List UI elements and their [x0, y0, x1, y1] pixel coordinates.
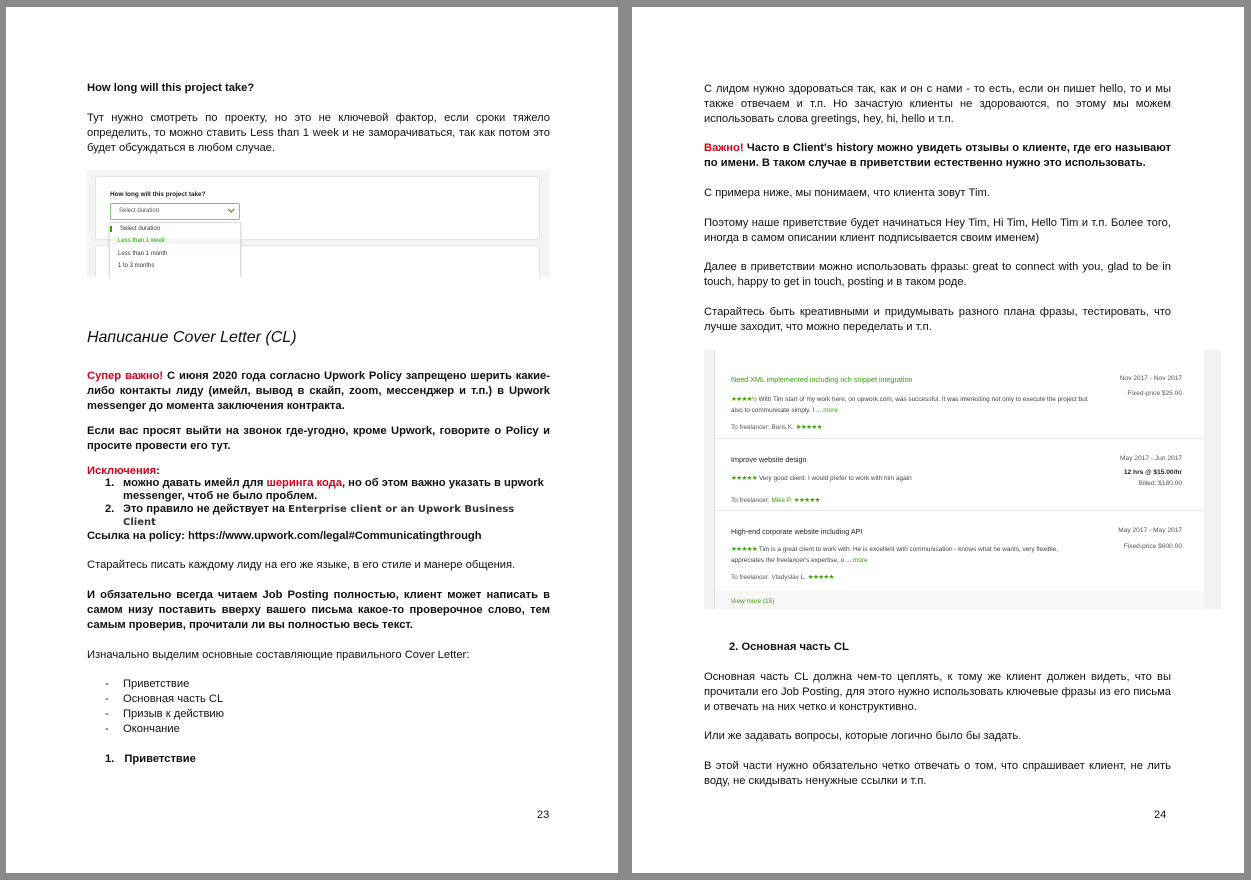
duration-select[interactable]: [110, 203, 240, 220]
feedback-text: With Tim start of my work here, on upwork.com, was successful. It was interesting not only to execute the project but also to communicate simply. I ...: [731, 396, 1088, 414]
call-para: Если вас просят выйти на звонок где-угодно, кроме Upwork, говорите о Policy и просите провести его тут.: [87, 425, 550, 452]
important-text: Часто в Client's history можно увидеть отзывы о клиенте, где его называют по имени. В таком случае в приветствии естественно нужно это использовать.: [704, 142, 1171, 169]
super-important-label: Супер важно!: [87, 370, 164, 382]
para-duration: Тут нужно смотреть по проекту, но это не ключевой фактор, если сроки тяжело определить, то можно ставить Less than 1 week и не заморачиваться, так как потом это будет обсуждаться в любом случае.: [87, 112, 550, 154]
job-entry: [715, 350, 1204, 439]
subheading-title: Основная часть CL: [741, 641, 849, 653]
para-job-posting: И обязательно всегда читаем Job Posting полностью, клиент может написать в самом низу поставить вверху вашего письма какое-то проверочное слово, тем самым проверив, прочитали ли вы полностью весь текст.: [87, 589, 550, 631]
duration-screenshot: [87, 170, 550, 277]
super-important-para: [87, 369, 550, 414]
freelancer-label: To freelancer: Boris K.: [731, 424, 794, 431]
para-example: С примера ниже, мы понимаем, что клиента зовут Tim.: [704, 187, 990, 199]
duration-select-value: Select duration: [119, 208, 160, 214]
exception-text: можно давать имейл для: [123, 477, 267, 489]
dropdown-option[interactable]: Less than 1 week: [110, 238, 240, 244]
dropdown-option[interactable]: 1 to 3 months: [118, 263, 155, 269]
exception-item: [105, 503, 550, 529]
exception-number: 2.: [105, 503, 115, 515]
important-label: Важно!: [704, 142, 744, 154]
client-history-panel: [714, 350, 1204, 609]
duration-question: How long will this project take?: [110, 191, 206, 198]
chevron-down-icon: [227, 208, 235, 214]
para-hey: Поэтому наше приветствие будет начинаться Hey Tim, Hi Tim, Hello Tim и т.п. Более того, иногда в самом описании клиент подписывается своим именем): [704, 217, 1171, 244]
exceptions-label: Исключения: [87, 465, 157, 477]
job-dates: Nov 2017 - Nov 2017: [1119, 375, 1182, 382]
job-title[interactable]: Improve website design: [731, 455, 807, 464]
rating-stars: ★★★★★: [731, 475, 758, 482]
job-entry: [715, 510, 1204, 591]
job-title[interactable]: High-end corporate website including API: [731, 527, 863, 536]
subheading-greeting: [105, 752, 196, 767]
para-components: Изначально выделим основные составляющие правильного Cover Letter:: [87, 649, 470, 661]
freelancer-feedback: [731, 573, 834, 581]
exceptions-list: [105, 477, 550, 529]
job-price: 12 hrs @ $15.00/hr: [1123, 469, 1182, 476]
exception-text: , но об этом важно указать в upwork messenger, чтоб не было проблем.: [123, 477, 544, 502]
rating-stars: ★★★★★: [731, 546, 758, 553]
job-entry: [715, 438, 1204, 511]
components-item: - Приветствие: [105, 677, 224, 692]
dropdown-option[interactable]: Less than 1 month: [118, 251, 168, 257]
client-history-screenshot: [704, 350, 1221, 609]
job-title[interactable]: Need XML implemented including rich snippet integration: [731, 375, 913, 384]
para-language: Старайтесь писать каждому лиду на его же языке, в его стиле и манере общения.: [87, 559, 516, 571]
para-greeting: С лидом нужно здороваться так, как и он с нами - то есть, если он пишет hello, то и мы также отвечаем и т.п. Но зачастую клиенты не здороваются, по этому мы можем использовать слова greetings, hey, hi, hello и т.п.: [704, 83, 1171, 125]
feedback-text: Very good client. I would prefer to work with him again: [758, 475, 912, 482]
freelancer-feedback: [731, 496, 820, 504]
job-billed: Billed: $180.00: [1138, 480, 1182, 487]
super-important-text: С июня 2020 года согласно Upwork Policy запрещено шерить какие-либо контакты лиду (имейл, вывод в скайп, zoom, мессенджер и т.п.) в Upwork messenger до момента заключения контракта.: [87, 370, 550, 412]
rating-stars: ★★★★★: [795, 424, 822, 431]
components-list: [105, 677, 224, 737]
components-item: - Основная часть CL: [105, 692, 224, 707]
important-para: [704, 141, 1171, 171]
job-feedback: [731, 544, 1091, 566]
more-link[interactable]: more: [853, 557, 868, 564]
subheading-number: 2.: [729, 641, 739, 653]
heading-duration: How long will this project take?: [87, 82, 255, 94]
section-title: Написание Cover Letter (CL): [87, 329, 297, 346]
job-price: Fixed-price $600.00: [1123, 543, 1182, 550]
exception-item: [105, 477, 550, 503]
job-price: Fixed-price $25.00: [1127, 390, 1182, 397]
subheading-title: Приветствие: [124, 753, 196, 765]
feedback-text: Tim is a great client to work with. He is excellent with communication - knows what he wants, very flexible, appreciates the freelancer's expertise, o ...: [731, 546, 1058, 564]
view-more-link[interactable]: View more (15): [731, 598, 775, 605]
more-link[interactable]: more: [823, 407, 838, 414]
exception-text: Это правило не действует на: [123, 503, 289, 515]
rating-stars: ★★★★½: [731, 396, 757, 403]
freelancer-label: To freelancer: Vladyslav L.: [731, 574, 806, 581]
para-creative: Старайтесь быть креативными и придумывать разного плана фразы, тестировать, что лучше заходит, что можно переделать и т.п.: [704, 306, 1171, 333]
para-main: Основная часть CL должна чем-то цеплять, к тому же клиент должен видеть, что вы прочитали его Job Posting, для этого нужно использовать ключевые фразы из его письма и отвечать на них четко и конструктивно.: [704, 671, 1171, 713]
exceptions-colon: :: [156, 465, 160, 477]
view-more-bar: [715, 590, 1204, 609]
freelancer-feedback: [731, 423, 822, 431]
job-feedback: [731, 394, 1091, 416]
page-number: 24: [1154, 809, 1167, 821]
job-dates: May 2017 - Jun 2017: [1120, 455, 1182, 462]
duration-dropdown: [109, 222, 241, 277]
job-feedback: [731, 473, 1091, 484]
job-dates: May 2017 - May 2017: [1118, 527, 1182, 534]
dropdown-option[interactable]: Select duration: [110, 226, 240, 232]
document-page-23: [6, 7, 618, 873]
exception-client-types: Enterprise client or an Upwork Business Client: [123, 504, 515, 528]
page-number: 23: [537, 809, 550, 821]
rating-stars: ★★★★★: [793, 497, 820, 504]
para-answer: В этой части нужно обязательно четко отвечать о том, что спрашивает клиент, не лить воду, не скидывать ненужные ссылки и т.п.: [704, 760, 1171, 787]
subheading-number: 1.: [105, 753, 115, 765]
policy-link[interactable]: Ссылка на policy: https://www.upwork.com/legal#Communicatingthrough: [87, 530, 482, 542]
subheading-main-part: [729, 640, 849, 655]
document-page-24: [632, 7, 1244, 873]
components-item: - Окончание: [105, 722, 224, 737]
para-questions: Или же задавать вопросы, которые логично было бы задать.: [704, 730, 1022, 742]
exception-highlight: шеринга кода: [266, 477, 342, 489]
rating-stars: ★★★★★: [807, 574, 834, 581]
para-phrases: Далее в приветствии можно использовать фразы: great to connect with you, glad to be in touch, happy to get in touch, posting и в таком роде.: [704, 261, 1171, 288]
components-item: - Призыв к действию: [105, 707, 224, 722]
exception-number: 1.: [105, 477, 115, 489]
freelancer-name[interactable]: Mike P.: [771, 497, 792, 504]
freelancer-label: To freelancer:: [731, 497, 772, 504]
